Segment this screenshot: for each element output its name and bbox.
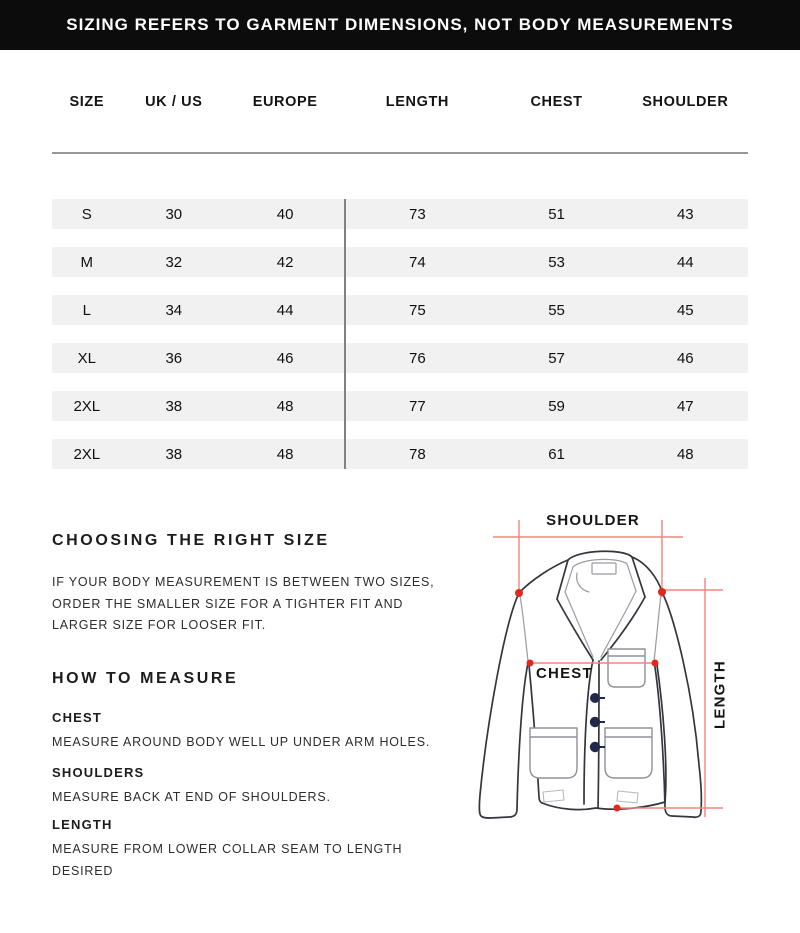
col-header-shoulder: SHOULDER bbox=[642, 94, 729, 110]
cell-length: 75 bbox=[409, 301, 426, 319]
diagram-chest-label: CHEST bbox=[536, 665, 593, 682]
size-table bbox=[52, 90, 748, 472]
table-row bbox=[52, 295, 748, 325]
cell-size: 2XL bbox=[73, 445, 101, 463]
jacket-hem-vents bbox=[543, 790, 638, 803]
cell-uk-us: 38 bbox=[165, 445, 183, 463]
measure-length-label: LENGTH bbox=[52, 817, 113, 832]
table-row bbox=[52, 343, 748, 373]
table-vertical-divider bbox=[344, 199, 346, 469]
cell-uk-us: 30 bbox=[165, 205, 183, 223]
jacket-illustration bbox=[465, 497, 775, 827]
cell-shoulder: 44 bbox=[676, 253, 694, 271]
col-header-size: SIZE bbox=[69, 94, 105, 110]
diagram-shoulder-label: SHOULDER bbox=[546, 512, 640, 529]
cell-europe: 46 bbox=[276, 349, 294, 367]
cell-europe: 44 bbox=[276, 301, 294, 319]
sizing-disclaimer-banner bbox=[0, 0, 800, 50]
cell-chest: 59 bbox=[548, 397, 565, 415]
measure-chest-label: CHEST bbox=[52, 710, 103, 725]
col-header-length: LENGTH bbox=[385, 94, 449, 110]
cell-uk-us: 38 bbox=[165, 397, 183, 415]
cell-europe: 40 bbox=[276, 205, 294, 223]
cell-size: M bbox=[80, 253, 94, 271]
cell-length: 73 bbox=[409, 205, 426, 223]
table-row bbox=[52, 439, 748, 469]
choosing-size-body: IF YOUR BODY MEASUREMENT IS BETWEEN TWO SIZES, ORDER THE SMALLER SIZE FOR A TIGHTER FIT AND LARGER SIZE FOR LOOSER FIT. bbox=[52, 575, 435, 632]
cell-length: 78 bbox=[409, 445, 426, 463]
jacket-buttons bbox=[590, 693, 605, 752]
jacket-outline bbox=[479, 551, 701, 818]
measure-chest-text: MEASURE AROUND BODY WELL UP UNDER ARM HOLES. bbox=[52, 735, 431, 749]
cell-length: 74 bbox=[409, 253, 426, 271]
cell-length: 76 bbox=[409, 349, 426, 367]
col-header-uk-us: UK / US bbox=[145, 94, 203, 110]
diagram-length-label: LENGTH bbox=[711, 660, 729, 729]
cell-size: 2XL bbox=[73, 397, 101, 415]
cell-europe: 48 bbox=[276, 397, 294, 415]
table-row bbox=[52, 391, 748, 421]
cell-size: XL bbox=[77, 349, 96, 367]
measure-shoulders-label: SHOULDERS bbox=[52, 765, 145, 780]
cell-europe: 48 bbox=[276, 445, 294, 463]
header-divider-line bbox=[52, 152, 748, 154]
cell-chest: 55 bbox=[548, 301, 565, 319]
cell-chest: 57 bbox=[548, 349, 565, 367]
table-row bbox=[52, 247, 748, 277]
choosing-size-title: CHOOSING THE RIGHT SIZE bbox=[52, 532, 330, 549]
sizing-disclaimer-text: SIZING REFERS TO GARMENT DIMENSIONS, NOT BODY MEASUREMENTS bbox=[66, 15, 734, 34]
cell-chest: 61 bbox=[548, 445, 565, 463]
cell-uk-us: 36 bbox=[165, 349, 183, 367]
cell-shoulder: 46 bbox=[676, 349, 694, 367]
cell-shoulder: 48 bbox=[676, 445, 694, 463]
cell-shoulder: 43 bbox=[676, 205, 694, 223]
cell-length: 77 bbox=[409, 397, 426, 415]
cell-size: S bbox=[81, 205, 92, 223]
measure-length-text: MEASURE FROM LOWER COLLAR SEAM TO LENGTH DESIRED bbox=[52, 842, 403, 878]
how-to-measure-title: HOW TO MEASURE bbox=[52, 670, 239, 687]
size-table-body bbox=[52, 199, 748, 487]
cell-europe: 42 bbox=[276, 253, 294, 271]
cell-chest: 53 bbox=[548, 253, 565, 271]
cell-uk-us: 34 bbox=[165, 301, 183, 319]
col-header-europe: EUROPE bbox=[252, 94, 318, 110]
cell-uk-us: 32 bbox=[165, 253, 183, 271]
cell-size: L bbox=[82, 301, 91, 319]
jacket-measurement-diagram bbox=[465, 497, 775, 827]
measure-shoulders-text: MEASURE BACK AT END OF SHOULDERS. bbox=[52, 790, 331, 804]
cell-shoulder: 45 bbox=[676, 301, 694, 319]
cell-shoulder: 47 bbox=[676, 397, 694, 415]
cell-chest: 51 bbox=[548, 205, 565, 223]
size-table-header bbox=[52, 94, 748, 110]
table-row bbox=[52, 199, 748, 229]
col-header-chest: CHEST bbox=[530, 94, 583, 110]
